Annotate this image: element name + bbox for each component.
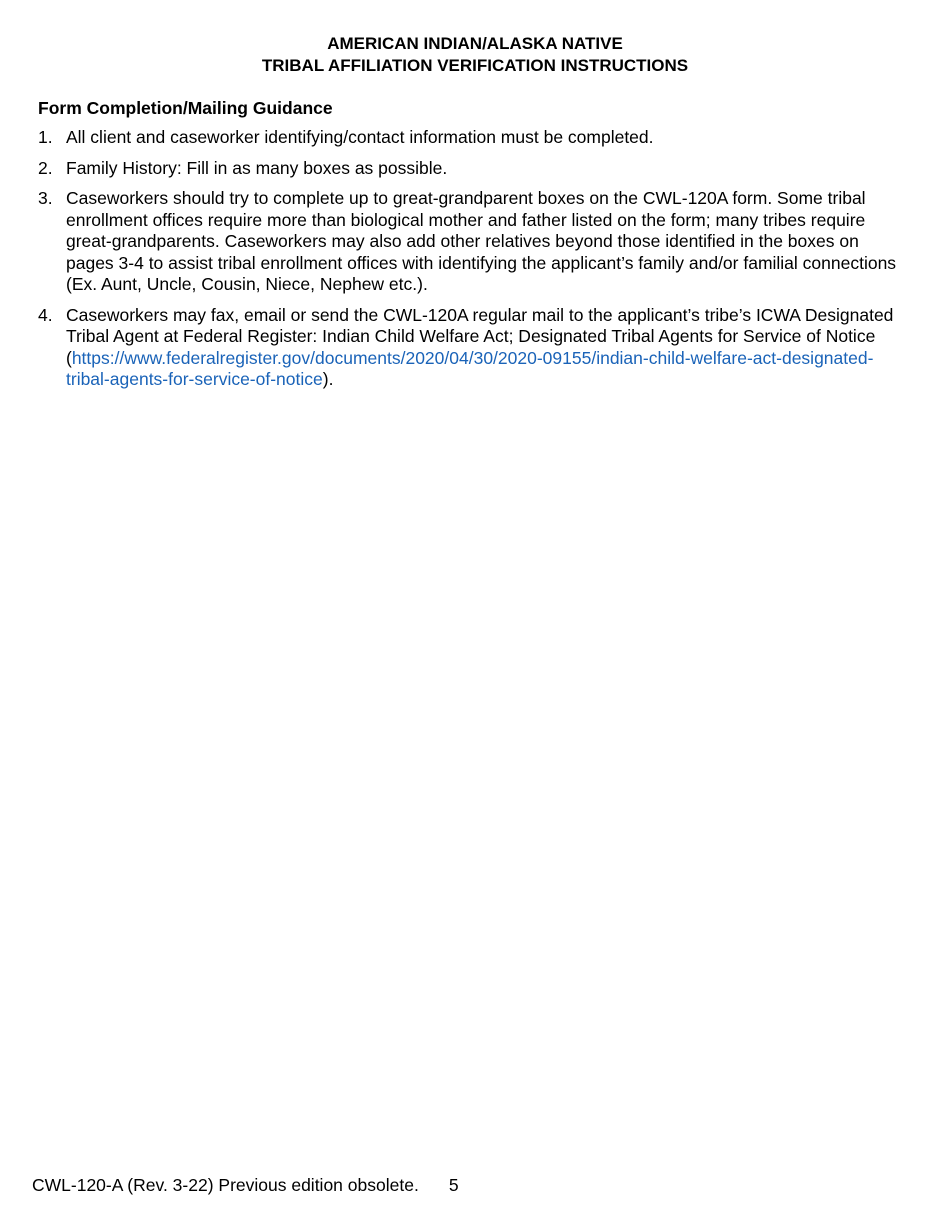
item-number: 2. [38, 157, 53, 178]
list-item [38, 305, 908, 391]
list-item [38, 127, 908, 149]
item-text-before-link: Caseworkers may fax, email or send the CWL-120A regular mail to the applicant’s tribe’s ICWA Designated Tribal Agent at Federal Register: Indian Child Welfare Act; Designated Tribal Agents for Service of Notice ( [66, 304, 894, 368]
item-number: 3. [38, 188, 53, 208]
list-item [38, 158, 908, 180]
item-text: Caseworkers should try to complete up to great-grandparent boxes on the CWL-120A form. Some tribal enrollment offices require more than biological mother and father listed on the form; many tribes require great-grandparents. Caseworkers may also add other relatives beyond those identified in the boxes on pages 3-4 to assist tribal enrollment offices with identifying the applicant’s family and/or familial connections (Ex. Aunt, Uncle, Cousin, Niece, Nephew etc.). [66, 188, 897, 294]
item-text: All client and caseworker identifying/contact information must be completed. [66, 127, 654, 147]
federal-register-link[interactable]: https://www.federalregister.gov/documents/2020/04/30/2020-09155/indian-child-welfare-act-designated-tribal-agents-for-service-of-notice [66, 347, 874, 389]
item-text-after-link: ). [322, 369, 334, 389]
page-title-line-1: AMERICAN INDIAN/ALASKA NATIVE [327, 34, 623, 53]
section-title: Form Completion/Mailing Guidance [38, 98, 333, 118]
page-footer [32, 1174, 459, 1196]
item-number: 4. [38, 304, 53, 325]
page-header [0, 33, 950, 77]
item-number: 1. [38, 127, 53, 147]
item-text: Family History: Fill in as many boxes as possible. [66, 157, 448, 178]
list-item [38, 188, 908, 296]
page-number: 5 [448, 1175, 459, 1195]
instructions-list [38, 127, 908, 400]
form-revision-note: CWL-120-A (Rev. 3-22) Previous edition obsolete. [32, 1175, 419, 1195]
page-title-line-2: TRIBAL AFFILIATION VERIFICATION INSTRUCTIONS [261, 56, 689, 75]
